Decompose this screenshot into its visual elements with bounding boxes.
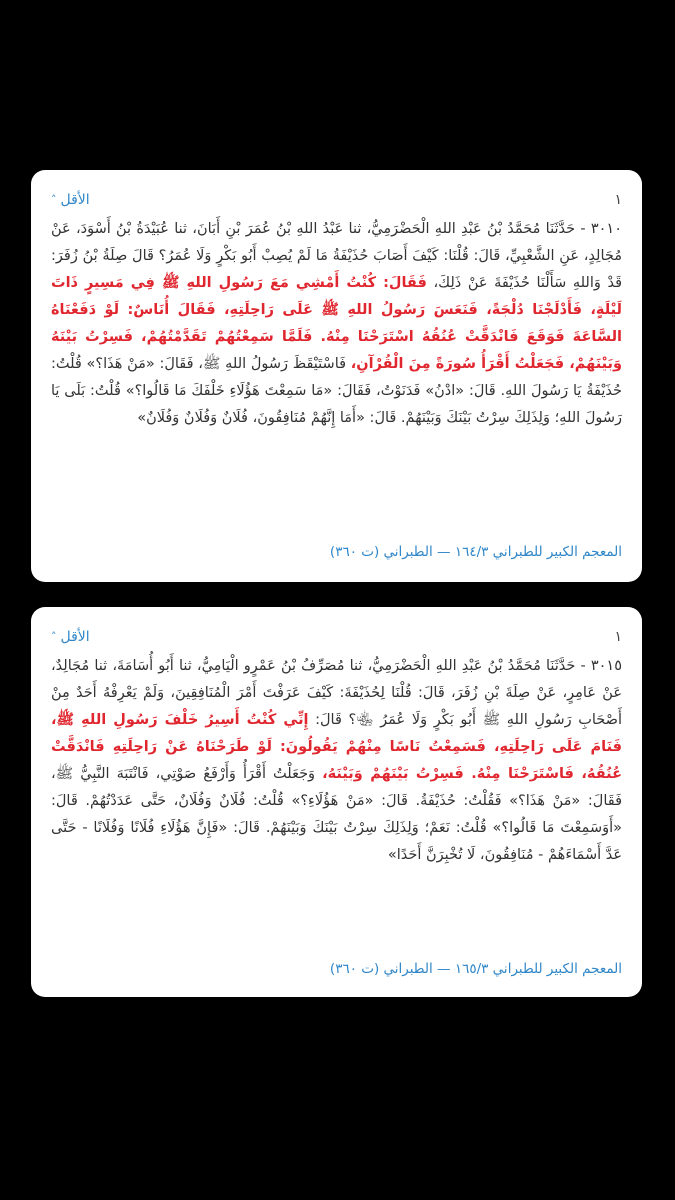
hadith-card-1 bbox=[31, 170, 642, 582]
collapse-label: الأقل bbox=[60, 192, 90, 208]
collapse-label: الأقل bbox=[60, 629, 90, 645]
chevron-up-icon: ˄ bbox=[51, 192, 57, 206]
hadith-text-segment: ٣٠١٥ - حَدَّثَنَا مُحَمَّدُ بْنُ عَبْدِ اللهِ الْحَضْرَمِيُّ، ثنا مُصَرِّفُ بْنُ عَمْرٍو الْيَامِيُّ، ثنا أَبُو أُسَامَةَ، ثنا مُجَالِدٌ، عَنْ عَامِرٍ، عَنْ صِلَةَ بْنِ زُفَرَ، قَالَ: قُلْنَا لِحُذَيْفَةَ: كَيْفَ عَرَفْتَ أَمْرَ الْمُنَافِقِينَ، وَلَمْ يَعْرِفْهُ أَحَدٌ مِنْ أَصْحَابِ رَسُولِ اللهِ ﷺ أَبُو بَكْرٍ وَلَا عُمَرُ ﵄؟ قَالَ: bbox=[51, 658, 623, 728]
hadith-text-segment: فَاسْتَيْقَظَ رَسُولُ اللهِ ﷺ، فَقَالَ: «مَنْ هَذَا؟» قُلْتُ: حُذَيْفَةُ يَا رَسُولَ اللهِ. قَالَ: «ادْنُ» فَدَنَوْتُ، فَقَالَ: «مَا سَمِعْتَ هَؤُلَاءِ خَلْفَكَ مَا قَالُوا؟» قُلْتُ: بَلَى يَا رَسُولَ اللهِ؛ وَلِذَلِكَ سِرْتُ بَيْنَكَ وَبَيْنَهُمْ. قَالَ: «أَمَا إِنَّهُمْ مُنَافِقُونَ، فُلَانٌ وَفُلَانٌ وَفُلَانٌ» bbox=[51, 356, 622, 426]
hadith-card-2 bbox=[31, 607, 642, 997]
hadith-highlighted-text: إِنِّي كُنْتُ أَسِيرُ خَلْفَ رَسُولِ اللهِ ﷺ، فَنَامَ عَلَى رَاحِلَتِهِ، فَسَمِعْتُ نَاسًا مِنْهُمْ يَقُولُونَ: لَوْ طَرَحْنَاهُ عَنْ رَاحِلَتِهِ فَانْدَقَّتْ عُنُقُهُ، فَاسْتَرَحْنَا مِنْهُ. فَسِرْتُ بَيْنَهُمْ وَبَيْنَهُ، bbox=[51, 712, 622, 782]
hadith-text bbox=[51, 653, 622, 869]
card-number: ١ bbox=[614, 629, 622, 645]
collapse-button[interactable] bbox=[51, 629, 90, 645]
chevron-up-icon: ˄ bbox=[51, 629, 57, 643]
hadith-text-segment: وَجَعَلْتُ أَقْرَأُ وَأَرْفَعُ صَوْتِي، فَانْتَبَهَ النَّبِيُّ ﷺ، فَقَالَ: «مَنْ هَذَا؟» فَقُلْتُ: حُذَيْفَةُ. قَالَ: «مَنْ هَؤُلَاءِ؟» قُلْتُ: فُلَانٌ وَفُلَانٌ، حَتَّى عَدَدْتُهُمْ. قَالَ: «أَوَسَمِعْتَ مَا قَالُوا؟» قُلْتُ: نَعَمْ؛ وَلِذَلِكَ سِرْتُ بَيْنَكَ وَبَيْنَهُمْ. قَالَ: «فَإِنَّ هَؤُلَاءِ فُلَانًا وَفُلَانًا - حَتَّى عَدَّ أَسْمَاءَهُمْ - مُنَافِقُونَ، لَا تُخْبِرَنَّ أَحَدًا» bbox=[51, 766, 622, 863]
hadith-text bbox=[51, 216, 622, 432]
card-header bbox=[51, 188, 622, 212]
card-number: ١ bbox=[614, 192, 622, 208]
hadith-highlighted-text: فَقَالَ: كُنْتُ أَمْشِي مَعَ رَسُولِ اللهِ ﷺ فِي مَسِيرٍ ذَاتَ لَيْلَةٍ، فَأَدْلَجْنَا دُلْجَةً، فَنَعَسَ رَسُولُ اللهِ ﷺ عَلَى رَاحِلَتِهِ، فَقَالَ أُنَاسٌ: لَوْ دَفَعْنَاهُ السَّاعَةَ فَوَقَعَ فَانْدَقَّتْ عُنُقُهُ اسْتَرَحْنَا مِنْهُ. فَلَمَّا سَمِعْتُهُمْ تَقَدَّمْتُهُمْ، فَسِرْتُ بَيْنَهُ وَبَيْنَهُمْ، فَجَعَلْتُ أَقْرَأُ سُورَةً مِنَ الْقُرْآنِ، bbox=[51, 275, 622, 372]
source-reference-link[interactable]: المعجم الكبير للطبراني ١٦٥/٣ — الطبراني (ت ٣٦٠) bbox=[329, 961, 622, 977]
collapse-button[interactable] bbox=[51, 192, 90, 208]
source-reference-link[interactable]: المعجم الكبير للطبراني ١٦٤/٣ — الطبراني (ت ٣٦٠) bbox=[329, 544, 622, 560]
hadith-text-segment: ٣٠١٠ - حَدَّثَنَا مُحَمَّدُ بْنُ عَبْدِ اللهِ الْحَضْرَمِيُّ، ثنا عَبْدُ اللهِ بْنُ عُمَرَ بْنِ أَبَانَ، ثنا عُبَيْدَةُ بْنُ أَسْوَدَ، عَنْ مُجَالِدٍ، عَنِ الشَّعْبِيِّ، قَالَ: قُلْنَا: كَيْفَ أَصَابَ حُذَيْفَةُ مَا لَمْ يُصِبْ أَبُو بَكْرٍ وَلَا عُمَرُ؟ قَالَ صِلَةُ بْنُ زُفَرَ: قَدْ وَاللهِ سَأَلْنَا حُذَيْفَةَ عَنْ ذَلِكَ، bbox=[51, 221, 622, 291]
card-header bbox=[51, 625, 622, 649]
